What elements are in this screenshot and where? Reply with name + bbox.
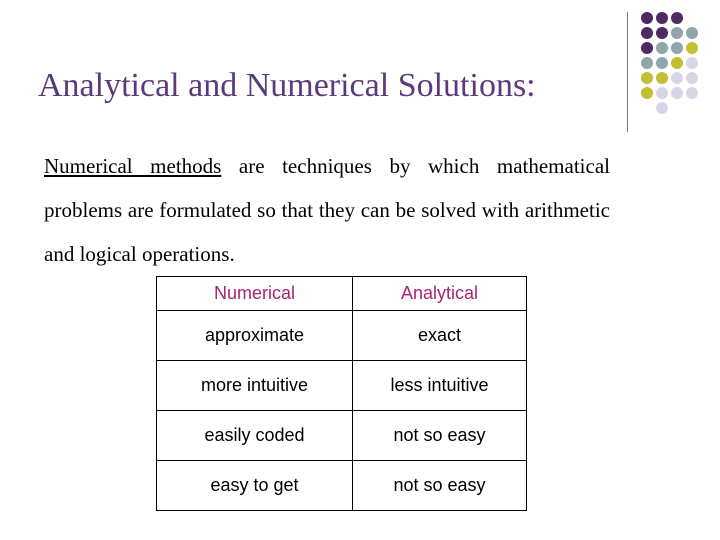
- decorative-dot: [641, 27, 653, 39]
- decorative-dot: [671, 72, 683, 84]
- header-analytical: Analytical: [353, 277, 527, 311]
- decorative-dot: [686, 27, 698, 39]
- decorative-dot: [656, 27, 668, 39]
- decorative-dot: [656, 102, 668, 114]
- decorative-dot: [641, 87, 653, 99]
- table-cell: approximate: [157, 311, 353, 361]
- decorative-dot: [671, 12, 683, 24]
- decorative-dot: [656, 12, 668, 24]
- decorative-dot: [671, 57, 683, 69]
- decorative-dot: [656, 87, 668, 99]
- decorative-dot: [641, 12, 653, 24]
- table-row: [157, 461, 527, 511]
- decorative-dot: [671, 87, 683, 99]
- comparison-table: [156, 276, 527, 511]
- table-cell: more intuitive: [157, 361, 353, 411]
- table-header-row: [157, 277, 527, 311]
- table-cell: not so easy: [353, 411, 527, 461]
- table-cell: exact: [353, 311, 527, 361]
- table-row: [157, 361, 527, 411]
- decorative-dot: [686, 42, 698, 54]
- decorative-dot: [686, 57, 698, 69]
- table-cell: easy to get: [157, 461, 353, 511]
- definition-paragraph: [44, 144, 610, 276]
- slide-title: Analytical and Numerical Solutions:: [38, 67, 536, 104]
- decorative-dot: [656, 72, 668, 84]
- decorative-dot: [671, 42, 683, 54]
- table-cell: less intuitive: [353, 361, 527, 411]
- decorative-dot: [641, 57, 653, 69]
- header-numerical: Numerical: [157, 277, 353, 311]
- decorative-dot: [686, 87, 698, 99]
- table-row: [157, 311, 527, 361]
- numerical-methods-term: Numerical methods: [44, 154, 222, 178]
- decorative-dot: [686, 72, 698, 84]
- decorative-dot: [671, 27, 683, 39]
- title-divider-line: [627, 12, 628, 132]
- decorative-dot: [641, 72, 653, 84]
- decorative-dot: [656, 57, 668, 69]
- table-row: [157, 411, 527, 461]
- decorative-dot: [656, 42, 668, 54]
- table-cell: easily coded: [157, 411, 353, 461]
- table-cell: not so easy: [353, 461, 527, 511]
- definition-text: are techniques by which mathematical problems are formulated so that they can be solved with arithmetic and logical operations.: [44, 154, 610, 266]
- decorative-dot: [641, 42, 653, 54]
